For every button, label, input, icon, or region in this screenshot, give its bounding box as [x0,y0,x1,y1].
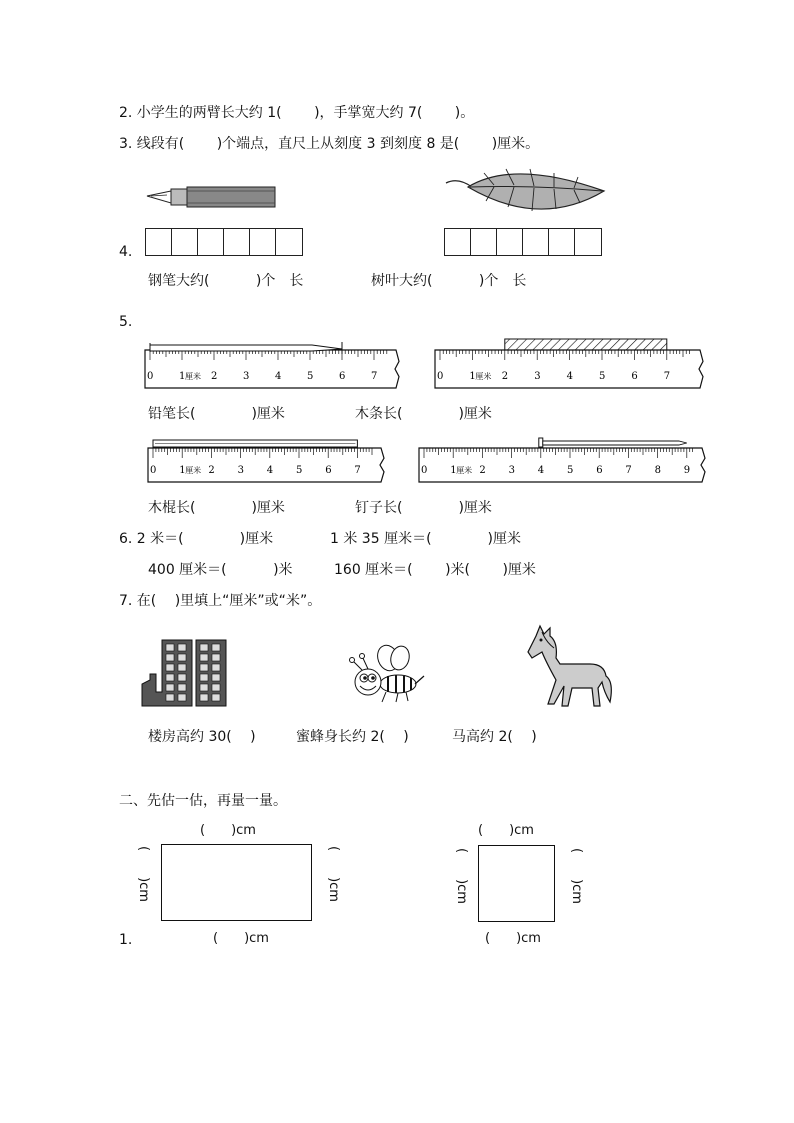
svg-text:7: 7 [663,371,671,382]
question-6-line2a: 400 厘米＝( )米 [148,562,293,578]
nail-length-question: 钉子长( )厘米 [355,500,492,516]
svg-text:8: 8 [654,465,661,476]
horse-height-question: 马高约 2( ) [452,729,537,745]
svg-text:6: 6 [631,371,638,382]
bee-illustration [340,644,426,704]
rect-right-label: ( )cm [326,846,341,902]
section-2-title: 二、先估一估，再量一量。 [119,793,287,809]
svg-text:1: 1 [179,371,186,382]
question-3: 3. 线段有( )个端点，直尺上从刻度 3 到刻度 8 是( )厘米。 [119,136,540,152]
svg-text:2: 2 [479,465,486,476]
svg-text:6: 6 [339,371,346,382]
svg-text:0: 0 [437,371,444,382]
svg-text:1: 1 [179,465,186,476]
square-top-label: ( )cm [478,823,534,838]
svg-text:5: 5 [307,371,314,382]
question-6-line1b: 1 米 35 厘米＝( )厘米 [330,531,521,547]
section-2-item-1: 1. [119,932,133,948]
bee-length-question: 蜜蜂身长约 2( ) [296,729,409,745]
wood-length-question: 木条长( )厘米 [355,406,492,422]
leaf-length-question: 树叶大约( )个 长 [371,273,527,289]
measure-square [478,845,555,922]
svg-text:3: 3 [237,465,244,476]
svg-text:2: 2 [208,465,215,476]
svg-text:3: 3 [243,371,250,382]
ruler-wood [434,338,704,390]
fountain-pen-illustration [145,183,277,213]
svg-text:5: 5 [599,371,606,382]
svg-text:5: 5 [296,465,303,476]
svg-text:厘米: 厘米 [185,466,202,475]
question-2: 2. 小学生的两臂长大约 1( )，手掌宽大约 7( )。 [119,105,475,121]
pen-measure-boxes [145,228,303,256]
ruler-stick [147,436,385,484]
svg-text:6: 6 [325,465,332,476]
svg-text:厘米: 厘米 [475,372,492,381]
svg-text:2: 2 [501,371,509,382]
rect-top-label: ( )cm [200,823,256,838]
svg-text:4: 4 [537,465,545,476]
square-left-label: ( )cm [454,848,469,904]
measure-rectangle [161,844,312,921]
svg-text:1: 1 [450,465,457,476]
svg-text:4: 4 [566,371,573,382]
stick-length-question: 木棍长( )厘米 [148,500,285,516]
svg-text:5: 5 [567,465,574,476]
svg-text:0: 0 [147,371,154,382]
pen-length-question: 钢笔大约( )个 长 [148,273,304,289]
square-right-label: ( )cm [569,848,584,904]
svg-text:1: 1 [469,371,476,382]
ruler-nail [418,436,706,484]
building-height-question: 楼房高约 30( ) [148,729,256,745]
svg-text:4: 4 [266,465,274,476]
svg-text:7: 7 [625,465,632,476]
svg-text:6: 6 [596,465,603,476]
svg-text:厘米: 厘米 [456,466,473,475]
rect-left-label: ( )cm [136,846,151,902]
question-4-number: 4. [119,244,133,260]
svg-text:2: 2 [211,371,218,382]
horse-illustration [524,622,616,710]
svg-text:4: 4 [275,371,282,382]
pencil-length-question: 铅笔长( )厘米 [148,406,285,422]
question-6-line2b: 160 厘米＝( )米( )厘米 [334,562,536,578]
svg-text:3: 3 [508,465,515,476]
svg-text:7: 7 [354,465,361,476]
building-illustration [140,636,230,708]
svg-text:9: 9 [683,465,691,476]
leaf-measure-boxes [444,228,602,256]
rect-bottom-label: ( )cm [213,931,269,946]
svg-text:0: 0 [150,465,157,476]
question-6-line1a: 6. 2 米＝( )厘米 [119,531,274,547]
svg-text:3: 3 [534,371,541,382]
question-7-title: 7. 在( )里填上“厘米”或“米”。 [119,593,322,609]
svg-text:7: 7 [371,371,378,382]
question-5-number: 5. [119,314,133,330]
ruler-pencil [144,338,400,390]
svg-text:厘米: 厘米 [185,372,201,381]
leaf-illustration [444,165,606,221]
svg-text:0: 0 [421,465,428,476]
square-bottom-label: ( )cm [485,931,541,946]
